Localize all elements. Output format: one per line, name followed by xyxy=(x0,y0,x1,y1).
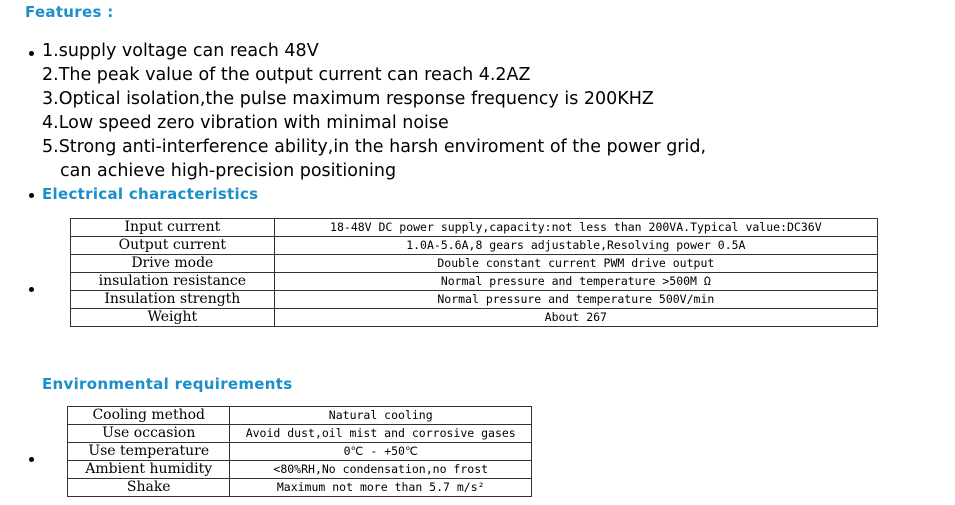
table-row xyxy=(71,255,878,273)
electrical-heading: Electrical characteristics xyxy=(42,185,259,203)
row-label: Cooling method xyxy=(68,407,230,425)
electrical-table-bullet xyxy=(29,287,34,292)
table-row xyxy=(71,219,878,237)
row-value: Maximum not more than 5.7 m/s² xyxy=(230,479,532,497)
row-label: Output current xyxy=(71,237,275,255)
table-row xyxy=(68,425,532,443)
feature-line-2: 2.The peak value of the output current can reach 4.2AZ xyxy=(42,65,531,85)
table-row xyxy=(68,479,532,497)
environmental-table-bullet xyxy=(29,457,34,462)
row-value: 1.0A-5.6A,8 gears adjustable,Resolving power 0.5A xyxy=(274,237,877,255)
environmental-heading: Environmental requirements xyxy=(42,375,293,393)
row-label: Weight xyxy=(71,309,275,327)
feature-line-5: 5.Strong anti-interference ability,in the harsh enviroment of the power grid, xyxy=(42,137,707,157)
row-label: Drive mode xyxy=(71,255,275,273)
electrical-table xyxy=(70,218,878,327)
electrical-bullet xyxy=(29,193,34,198)
row-label: Use occasion xyxy=(68,425,230,443)
feature-line-3: 3.Optical isolation,the pulse maximum response frequency is 200KHZ xyxy=(42,89,654,109)
row-label: Insulation strength xyxy=(71,291,275,309)
row-label: insulation resistance xyxy=(71,273,275,291)
row-value: Normal pressure and temperature >500M Ω xyxy=(274,273,877,291)
row-label: Ambient humidity xyxy=(68,461,230,479)
row-label: Use temperature xyxy=(68,443,230,461)
row-value: About 267 xyxy=(274,309,877,327)
row-value: Normal pressure and temperature 500V/min xyxy=(274,291,877,309)
row-label: Shake xyxy=(68,479,230,497)
row-value: Double constant current PWM drive output xyxy=(274,255,877,273)
row-value: 0℃ - +50℃ xyxy=(230,443,532,461)
feature-line-1: 1.supply voltage can reach 48V xyxy=(42,41,319,61)
row-value: <80%RH,No condensation,no frost xyxy=(230,461,532,479)
table-row xyxy=(68,407,532,425)
features-heading: Features : xyxy=(25,3,114,21)
environmental-table xyxy=(67,406,532,497)
feature-line-6: can achieve high-precision positioning xyxy=(60,161,397,181)
features-bullet xyxy=(29,51,34,56)
table-row xyxy=(71,309,878,327)
row-label: Input current xyxy=(71,219,275,237)
table-row xyxy=(71,237,878,255)
row-value: Avoid dust,oil mist and corrosive gases xyxy=(230,425,532,443)
row-value: Natural cooling xyxy=(230,407,532,425)
table-row xyxy=(68,461,532,479)
table-row xyxy=(68,443,532,461)
feature-line-4: 4.Low speed zero vibration with minimal noise xyxy=(42,113,449,133)
row-value: 18-48V DC power supply,capacity:not less than 200VA.Typical value:DC36V xyxy=(274,219,877,237)
table-row xyxy=(71,291,878,309)
table-row xyxy=(71,273,878,291)
